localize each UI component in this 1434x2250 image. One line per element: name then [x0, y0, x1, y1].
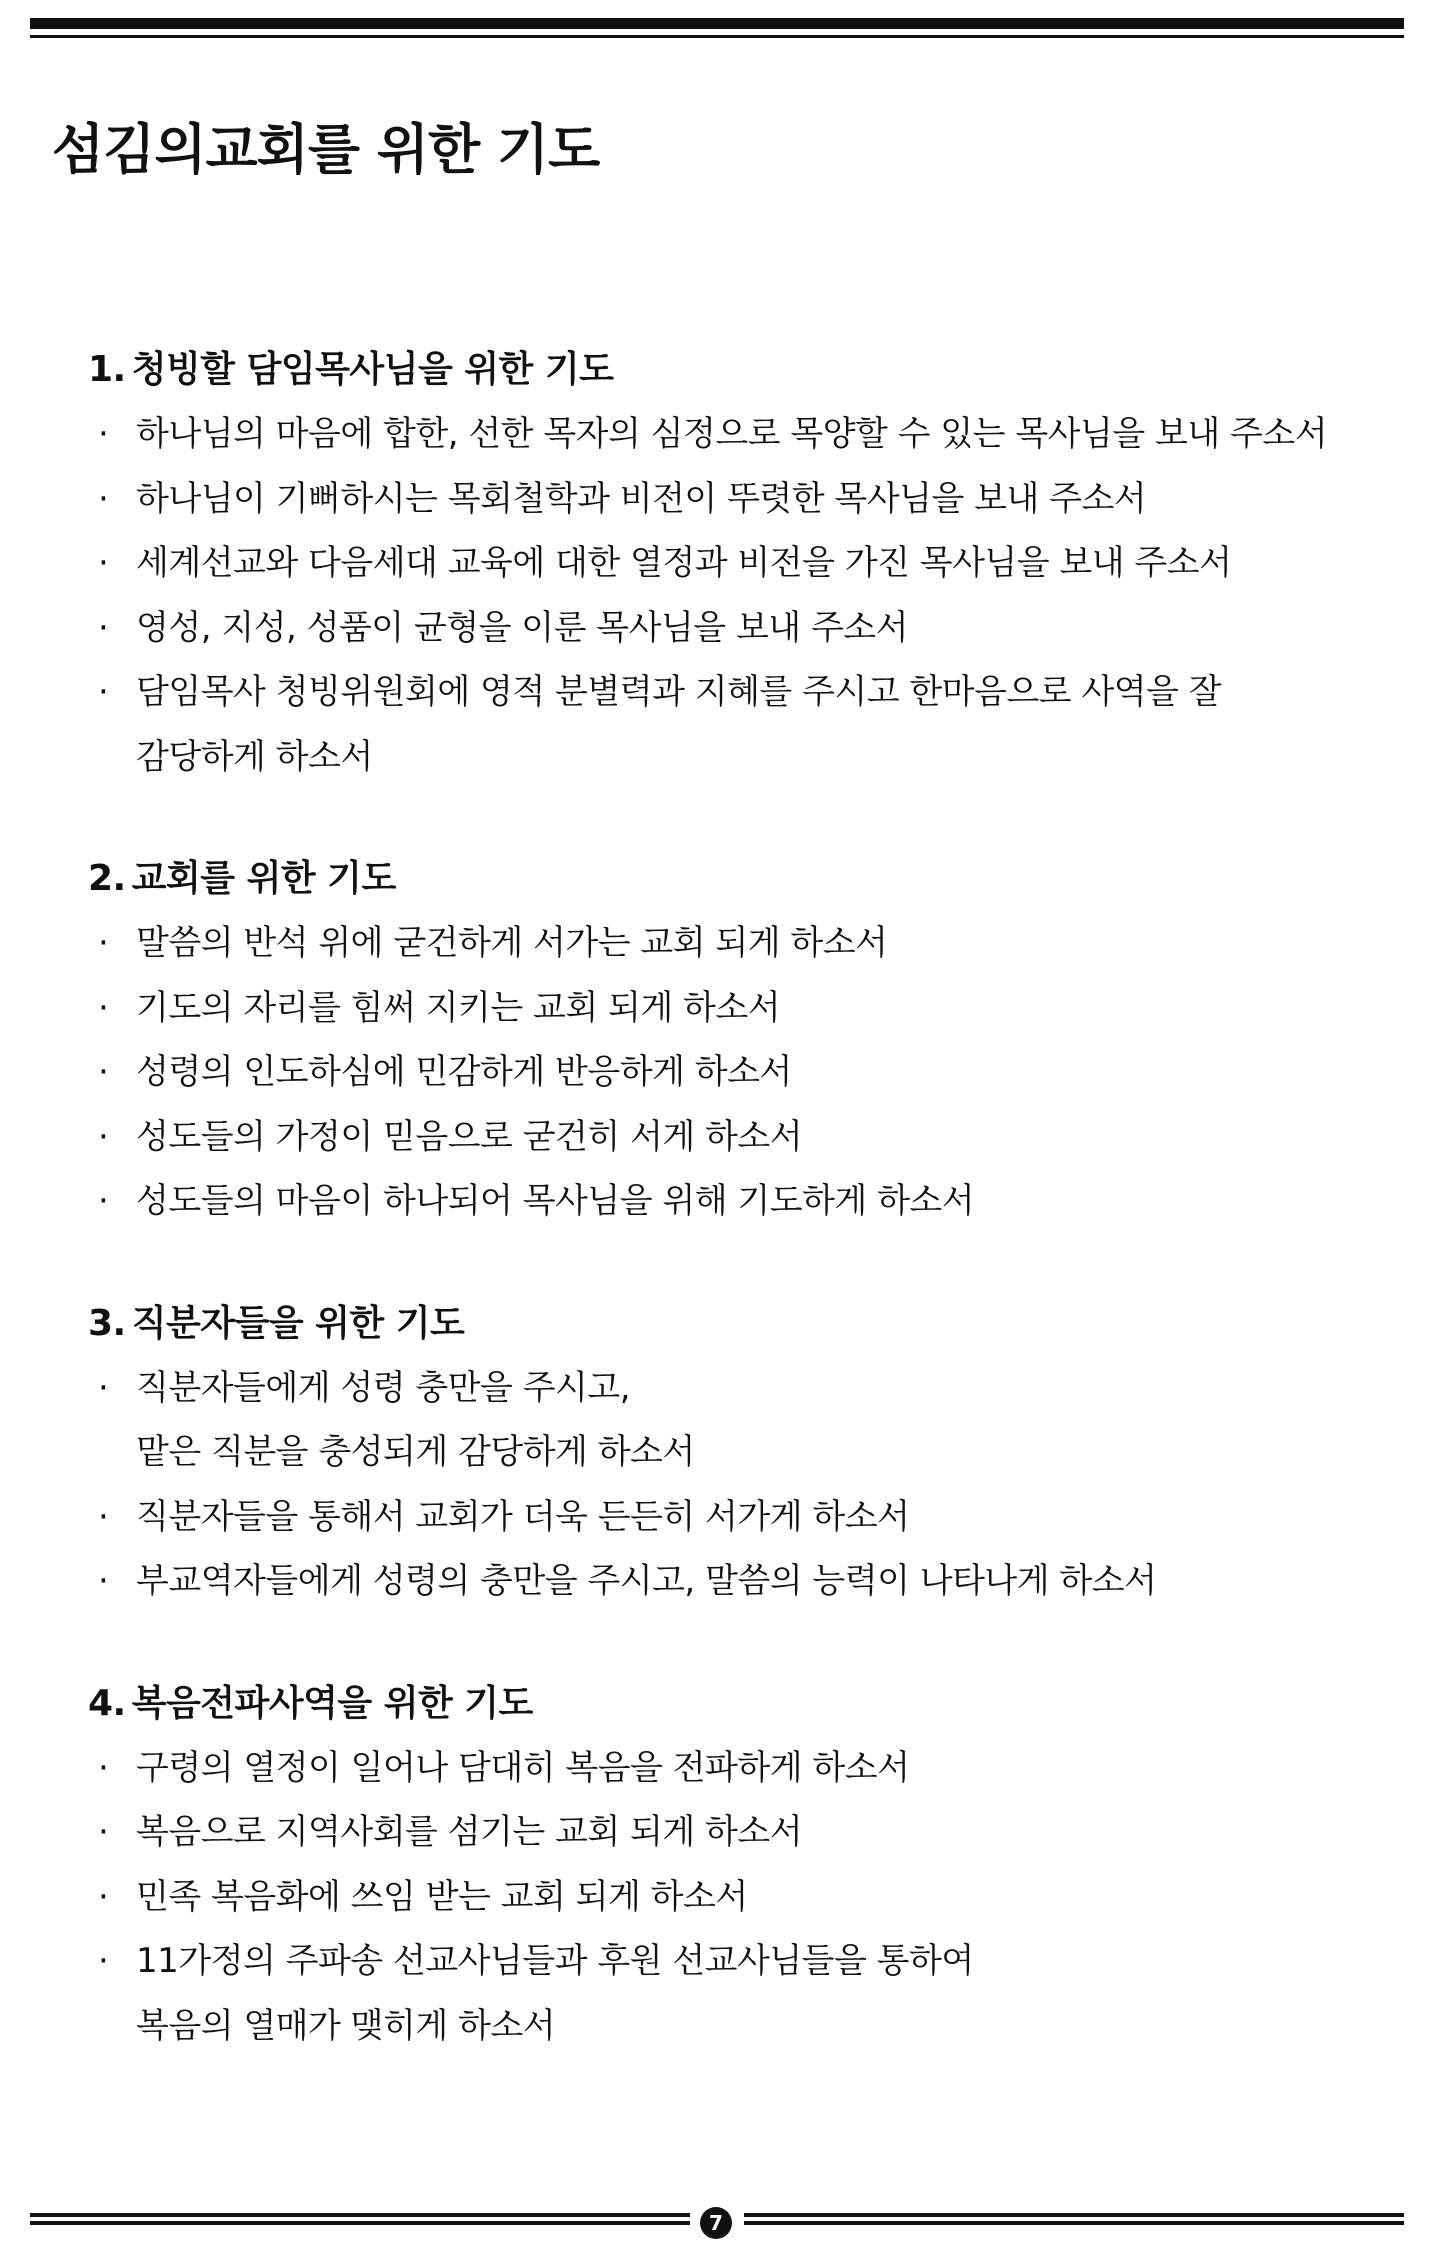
- bullet-dot: ·: [98, 1496, 109, 1537]
- list-item-text: 하나님이 기뻐하시는 목회철학과 비전이 뚜렷한 목사님을 보내 주소서: [136, 478, 1147, 519]
- top-rule-thin: [30, 35, 1404, 38]
- bullet-dot: ·: [98, 987, 109, 1028]
- bullet-dot: ·: [98, 414, 109, 454]
- list-item-text: 부교역자들에게 성령의 충만을 주시고, 말씀의 능력이 나타나게 하소서: [136, 1561, 1157, 1601]
- bullet-dot: ·: [98, 1561, 109, 1601]
- list-item: [88, 1040, 1388, 1105]
- section-heading: [88, 847, 1388, 911]
- section-heading-text: 복음전파사역을 위한 기도: [131, 1682, 533, 1724]
- prayer-section: [88, 847, 1388, 1234]
- list-item: [88, 402, 1388, 467]
- list-item: [88, 1485, 1388, 1550]
- list-item-text: 하나님의 마음에 합한, 선한 목자의 심정으로 목양할 수 있는 목사님을 보내 주소서: [136, 414, 1328, 454]
- list-item-text: 직분자들을 통해서 교회가 더욱 든든히 서가게 하소서: [136, 1496, 910, 1537]
- footer-rule-right-bottom: [744, 2221, 1404, 2225]
- list-item-text: 맡은 직분을 충성되게 감당하게 하소서: [136, 1432, 695, 1472]
- footer-rule-right-top: [744, 2213, 1404, 2217]
- list-item: [88, 596, 1388, 661]
- list-item: [88, 1865, 1388, 1930]
- list-item-text: 담임목사 청빙위원회에 영적 분별력과 지혜를 주시고 한마음으로 사역을 잘: [136, 672, 1222, 712]
- list-item-text: 복음의 열매가 맺히게 하소서: [136, 2005, 556, 2046]
- prayer-sections: [88, 338, 1388, 2116]
- list-item-text: 말씀의 반석 위에 굳건하게 서가는 교회 되게 하소서: [136, 923, 888, 963]
- section-heading: [88, 1292, 1388, 1356]
- list-item: [88, 1736, 1388, 1801]
- bullet-dot: ·: [98, 1052, 109, 1092]
- section-heading: [88, 1672, 1388, 1736]
- list-item: [88, 911, 1388, 976]
- list-item-text: 직분자들에게 성령 충만을 주시고,: [136, 1367, 631, 1408]
- prayer-list: [88, 402, 1388, 789]
- bullet-dot: ·: [98, 1876, 109, 1917]
- list-item: [88, 531, 1388, 596]
- list-item: [88, 976, 1388, 1041]
- footer-rule-left-bottom: [30, 2221, 690, 2225]
- bullet-dot: ·: [98, 1941, 109, 1981]
- section-number: 3.: [88, 1302, 126, 1344]
- list-item-text: 세계선교와 다음세대 교육에 대한 열정과 비전을 가진 목사님을 보내 주소서: [136, 543, 1232, 583]
- prayer-section: [88, 1292, 1388, 1614]
- footer: [30, 2207, 1404, 2233]
- list-item: [88, 660, 1388, 789]
- bullet-dot: ·: [98, 607, 109, 648]
- list-item-text: 민족 복음화에 쓰임 받는 교회 되게 하소서: [136, 1876, 748, 1917]
- prayer-list: [88, 911, 1388, 1234]
- list-item-text: 감당하게 하소서: [136, 736, 373, 777]
- section-heading-text: 청빙할 담임목사님을 위한 기도: [131, 349, 614, 390]
- bullet-dot: ·: [98, 1116, 109, 1157]
- footer-rule-left-top: [30, 2213, 690, 2217]
- list-item-text: 기도의 자리를 힘써 지키는 교회 되게 하소서: [136, 987, 781, 1028]
- section-number: 2.: [88, 858, 126, 899]
- section-number: 1.: [88, 349, 126, 390]
- page-title: 섬김의교회를 위한 기도: [52, 118, 600, 181]
- prayer-list: [88, 1736, 1388, 2059]
- bullet-dot: ·: [98, 923, 109, 963]
- bullet-dot: ·: [98, 672, 109, 712]
- prayer-list: [88, 1356, 1388, 1614]
- list-item-text: 11가정의 주파송 선교사님들과 후원 선교사님들을 통하여: [136, 1941, 974, 1981]
- list-item: [88, 1929, 1388, 2058]
- list-item-text: 영성, 지성, 성품이 균형을 이룬 목사님을 보내 주소서: [136, 607, 908, 648]
- section-heading: [88, 338, 1388, 402]
- bullet-dot: ·: [98, 1367, 109, 1408]
- bullet-dot: ·: [98, 1181, 109, 1221]
- section-heading-text: 교회를 위한 기도: [131, 858, 396, 899]
- list-item-text: 성도들의 마음이 하나되어 목사님을 위해 기도하게 하소서: [136, 1181, 975, 1221]
- bullet-dot: ·: [98, 1812, 109, 1852]
- list-item-text: 성도들의 가정이 믿음으로 굳건히 서게 하소서: [136, 1116, 803, 1157]
- prayer-section: [88, 338, 1388, 789]
- bullet-dot: ·: [98, 543, 109, 583]
- list-item-text: 성령의 인도하심에 민감하게 반응하게 하소서: [136, 1052, 792, 1092]
- top-rule-thick: [30, 18, 1404, 29]
- section-heading-text: 직분자들을 위한 기도: [131, 1302, 465, 1344]
- bullet-dot: ·: [98, 478, 109, 519]
- list-item: [88, 1169, 1388, 1234]
- page-number: 7: [700, 2207, 732, 2239]
- list-item: [88, 1549, 1388, 1614]
- list-item: [88, 1105, 1388, 1170]
- list-item-text: 구령의 열정이 일어나 담대히 복음을 전파하게 하소서: [136, 1747, 910, 1788]
- list-item: [88, 1800, 1388, 1865]
- prayer-section: [88, 1672, 1388, 2059]
- list-item-text: 복음으로 지역사회를 섬기는 교회 되게 하소서: [136, 1812, 803, 1852]
- list-item: [88, 1356, 1388, 1485]
- list-item: [88, 467, 1388, 532]
- section-number: 4.: [88, 1682, 126, 1724]
- bullet-dot: ·: [98, 1747, 109, 1788]
